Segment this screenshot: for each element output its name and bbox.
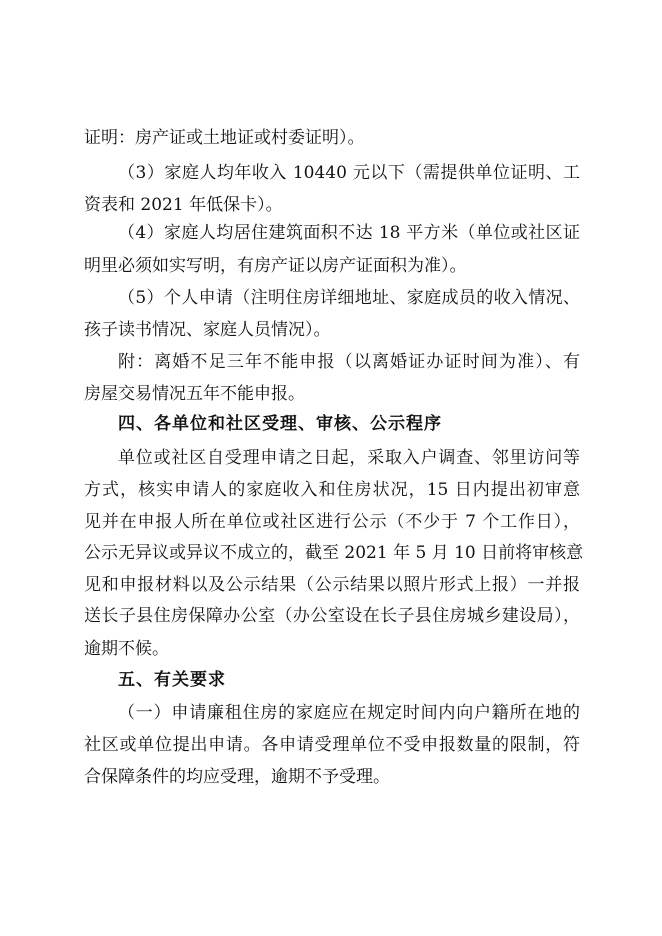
- text-line: （5）个人申请（注明住房详细地址、家庭成员的收入情况、: [118, 288, 580, 308]
- text-line: 证明：房产证或土地证或村委证明）。: [84, 128, 365, 148]
- text-line: 见和申报材料以及公示结果（公示结果以照片形式上报）一并报: [84, 575, 580, 595]
- text-line: （一）申请廉租住房的家庭应在规定时间内向户籍所在地的: [118, 703, 580, 723]
- section-heading: 五、有关要求: [118, 670, 226, 690]
- text-line: 资表和 2021 年低保卡）。: [84, 195, 283, 215]
- text-line: 公示无异议或异议不成立的，截至 2021 年 5 月 10 日前将审核意: [84, 543, 584, 563]
- text-line: （3）家庭人均年收入 10440 元以下（需提供单位证明、工: [118, 163, 580, 183]
- text-line: 合保障条件的均应受理，逾期不予受理。: [84, 767, 390, 787]
- text-line: 单位或社区自受理申请之日起，采取入户调查、邻里访问等: [118, 448, 580, 468]
- text-line: 孩子读书情况、家庭人员情况）。: [84, 320, 331, 340]
- text-line: 送长子县住房保障办公室（办公室设在长子县住房城乡建设局），: [84, 606, 580, 626]
- text-line: 逾期不候。: [84, 639, 169, 659]
- text-line: 见并在申报人所在单位或社区进行公示（不少于 7 个工作日），: [84, 512, 580, 532]
- text-line: 附：离婚不足三年不能申报（以离婚证办证时间为准）、有: [118, 352, 580, 372]
- section-heading: 四、各单位和社区受理、审核、公示程序: [118, 414, 442, 434]
- text-line: 社区或单位提出申请。各申请受理单位不受申报数量的限制，符: [84, 735, 580, 755]
- text-line: 明里必须如实写明，有房产证以房产证面积为准）。: [84, 256, 467, 276]
- text-line: （4）家庭人均居住建筑面积不达 18 平方米（单位或社区证: [118, 223, 580, 243]
- text-line: 方式，核实申请人的家庭收入和住房状况，15 日内提出初审意: [84, 480, 580, 500]
- text-line: 房屋交易情况五年不能申报。: [84, 384, 305, 404]
